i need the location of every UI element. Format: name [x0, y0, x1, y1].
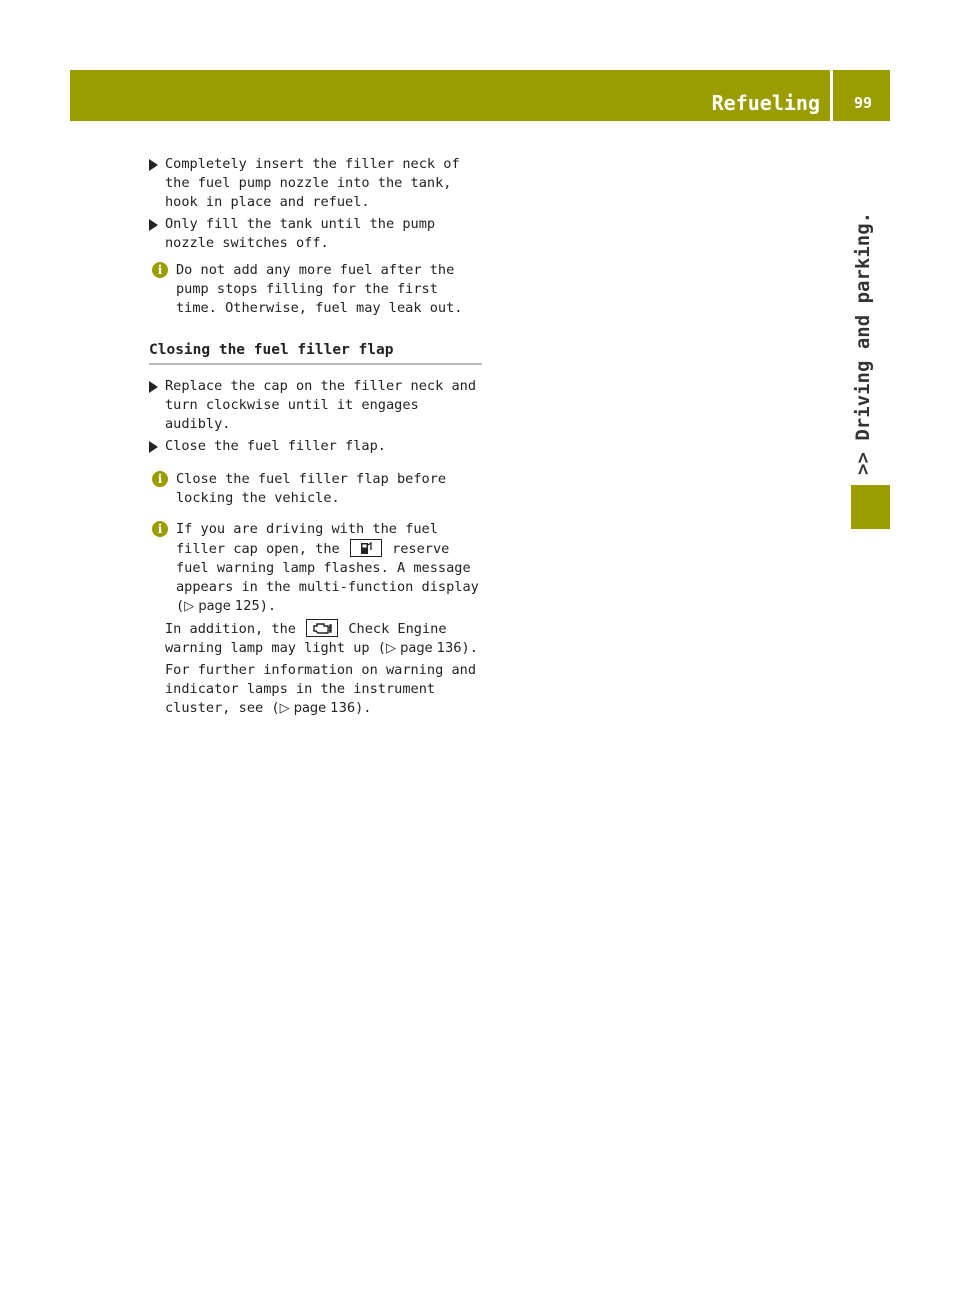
arrow-bullet-icon [149, 381, 158, 393]
note-text: In addition, the [165, 621, 296, 637]
arrow-bullet-icon [149, 159, 158, 171]
info-note [149, 520, 482, 718]
note-paragraph [165, 520, 482, 616]
side-tab-marker [851, 485, 890, 529]
page-number: 99 [854, 94, 873, 112]
page-header [70, 70, 890, 121]
step-item [149, 155, 482, 212]
info-note [149, 261, 482, 318]
step-text: Completely insert the filler neck of the fuel pump nozzle into the tank, hook in place and refuel. [165, 156, 460, 210]
step-item [149, 377, 482, 434]
note-text: Close the fuel filler flap before locking the vehicle. [176, 471, 447, 506]
section-heading: Closing the fuel filler flap [149, 340, 482, 365]
arrow-bullet-icon [149, 441, 158, 453]
page-reference: ▷ page 136 [385, 641, 462, 656]
main-content [149, 155, 482, 724]
note-text: reserve fuel warning lamp flashes. A message appears in the multi-function display ( [176, 541, 479, 614]
info-icon: i [152, 471, 168, 487]
note-text: ). [355, 700, 372, 716]
note-text: ). [461, 640, 478, 656]
step-item [149, 215, 482, 253]
page-reference: ▷ page 136 [279, 701, 356, 716]
header-divider [830, 70, 833, 121]
info-icon: i [152, 521, 168, 537]
side-tab-label: >> Driving and parking. [852, 211, 874, 475]
fuel-pump-icon [350, 539, 382, 557]
page-reference: ▷ page 125 [184, 599, 260, 614]
note-paragraph [165, 619, 482, 658]
note-text: For further information on warning and indicator lamps in the instrument cluster, see ( [165, 662, 476, 716]
step-text: Only fill the tank until the pump nozzle switches off. [165, 216, 436, 251]
note-paragraph [165, 661, 482, 718]
note-text: Do not add any more fuel after the pump stops filling for the first time. Otherwise, fuel may leak out. [176, 262, 463, 316]
step-item [149, 437, 482, 456]
check-engine-icon [306, 619, 338, 637]
info-icon: i [152, 262, 168, 278]
chapter-title: Refueling [711, 91, 820, 115]
step-text: Close the fuel filler flap. [165, 438, 386, 454]
arrow-bullet-icon [149, 219, 158, 231]
note-text: Check Engine warning lamp may light up ( [165, 621, 447, 656]
note-text: If you are driving with the fuel filler cap open, the [176, 521, 438, 557]
info-note [149, 470, 482, 508]
note-text: ). [259, 598, 277, 614]
step-text: Replace the cap on the filler neck and turn clockwise until it engages audibly. [165, 378, 476, 432]
